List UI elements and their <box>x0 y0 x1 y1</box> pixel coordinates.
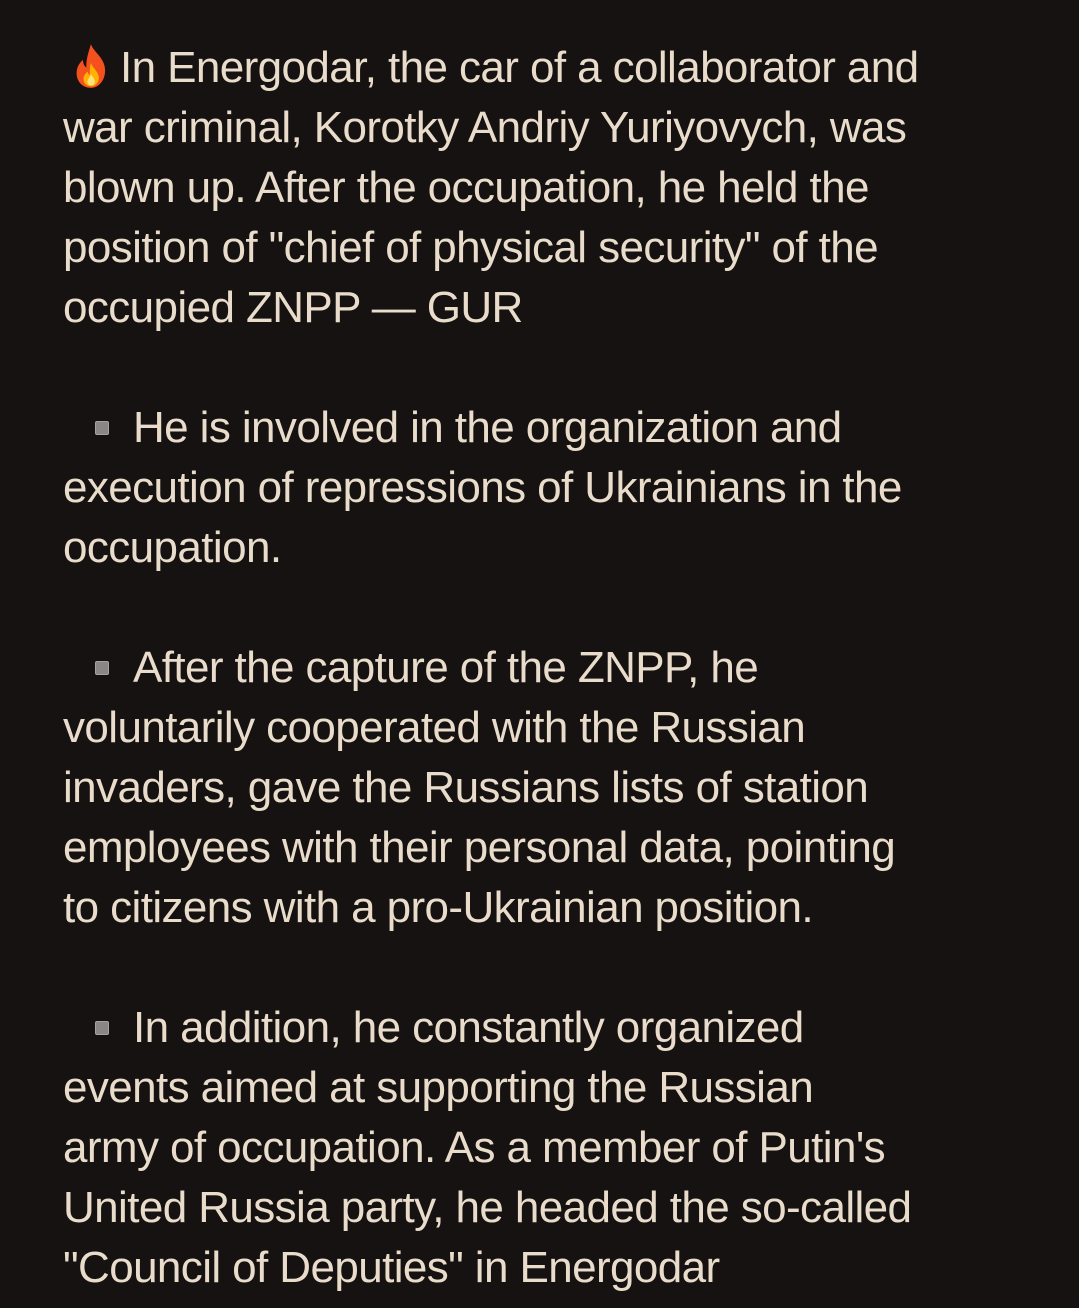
point-2-line-1: After the capture of the ZNPP, he <box>63 638 1053 698</box>
intro-line-2: war criminal, Korotky Andriy Yuriyovych, was <box>63 103 907 152</box>
point-1-line-2: execution of repressions of Ukrainians in the <box>63 463 902 512</box>
point-3-line-5: "Council of Deputies" in Energodar <box>63 1243 720 1292</box>
intro-line-4: position of "chief of physical security" of the <box>63 223 879 272</box>
bullet-square-icon <box>95 421 109 435</box>
intro-line-3: blown up. After the occupation, he held the <box>63 163 869 212</box>
point-3-line-3: army of occupation. As a member of Putin's <box>63 1123 886 1172</box>
point-2-paragraph <box>63 638 1053 938</box>
point-3-line-1: In addition, he constantly organized <box>63 998 1053 1058</box>
point-1-line-1: He is involved in the organization and <box>63 398 1053 458</box>
point-2-line-2: voluntarily cooperated with the Russian <box>63 703 806 752</box>
point-2-line-4: employees with their personal data, pointing <box>63 823 896 872</box>
point-3-paragraph <box>63 998 1053 1298</box>
point-2-line-3: invaders, gave the Russians lists of station <box>63 763 869 812</box>
point-1-line-3: occupation. <box>63 523 282 572</box>
fire-icon <box>66 41 116 91</box>
intro-line-1: In Energodar, the car of a collaborator and <box>66 38 1053 98</box>
message-text <box>63 38 1053 1298</box>
point-3-line-2: events aimed at supporting the Russian <box>63 1063 814 1112</box>
bullet-square-icon <box>95 1021 109 1035</box>
intro-paragraph <box>63 38 1053 338</box>
point-1-paragraph <box>63 398 1053 578</box>
point-2-line-5: to citizens with a pro-Ukrainian position. <box>63 883 814 932</box>
intro-line-5: occupied ZNPP — GUR <box>63 283 523 332</box>
point-3-line-4: United Russia party, he headed the so-called <box>63 1183 912 1232</box>
bullet-square-icon <box>95 661 109 675</box>
